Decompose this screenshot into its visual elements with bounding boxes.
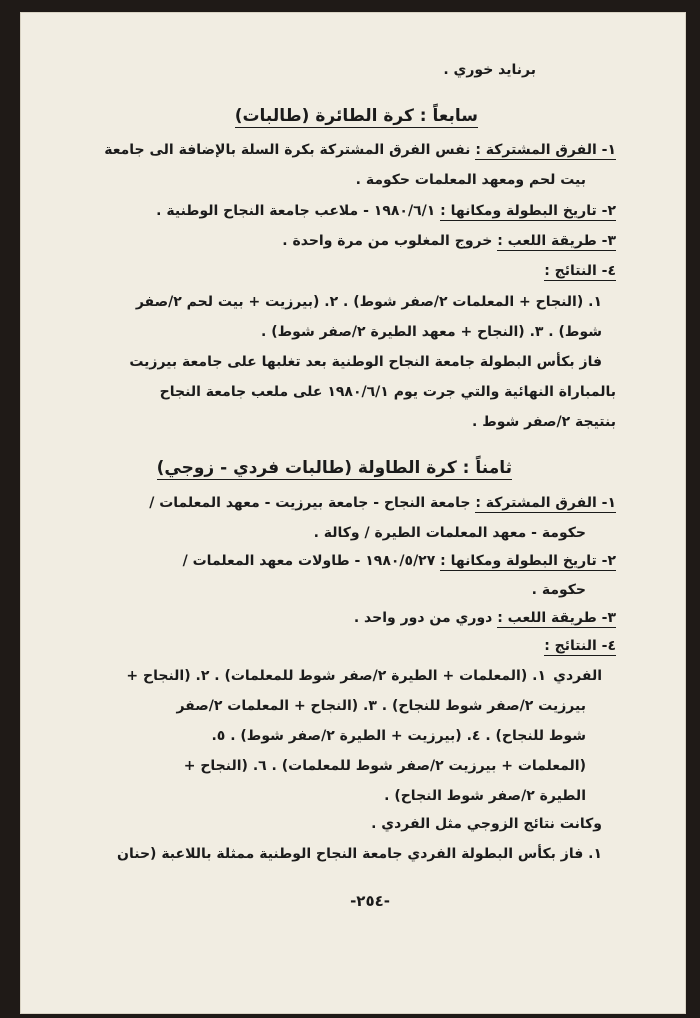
section8-title xyxy=(157,458,512,478)
sec8-date-label: ٢- تاريخ البطولة ومكانها : xyxy=(440,553,616,569)
sec8-teams-line xyxy=(149,495,616,511)
section8-title-text: ثامناً : كرة الطاولة (طالبات فردي - زوجي) xyxy=(156,458,512,478)
singles-5: الطيرة ٢/صفر شوط النجاح) . xyxy=(384,788,586,804)
singles-2: بيرزيت ٢/صفر شوط للنجاح) . ٣. (النجاح + المعلمات ٢/صفر xyxy=(176,698,586,714)
sec7-date-label: ٢- تاريخ البطولة ومكانها : xyxy=(440,203,616,219)
sec7-results-label: ٤- النتائج : xyxy=(544,263,616,279)
sec7-teams-line xyxy=(104,142,616,158)
singles-3: شوط للنجاح) . ٤. (بيرزيت + الطيرة ٢/صفر شوط) . ٥. xyxy=(211,728,586,744)
singles-1: ١. (المعلمات + الطيرة ٢/صفر شوط للمعلمات) . ٢. (النجاح + xyxy=(126,668,546,684)
sec7-method-text: خروج المغلوب من مرة واحدة . xyxy=(282,233,493,249)
sec7-teams-line2: بيت لحم ومعهد المعلمات حكومة . xyxy=(355,172,586,188)
sec7-summary-3: بنتيجة ٢/صفر شوط . xyxy=(472,414,616,430)
singles-label: الفردي xyxy=(553,668,602,684)
document-page xyxy=(20,12,686,1014)
doubles-note: وكانت نتائج الزوجي مثل الفردي . xyxy=(371,816,602,832)
sec8-method-text: دوري من دور واحد . xyxy=(353,610,493,626)
sec8-method-line xyxy=(354,610,616,626)
sec7-summary-1: فاز بكأس البطولة جامعة النجاح الوطنية بعد تغلبها على جامعة بيرزيت xyxy=(129,354,602,370)
winner-line: ١. فاز بكأس البطولة الفردي جامعة النجاح الوطنية ممثلة باللاعبة (حنان xyxy=(117,846,602,862)
sec8-teams-text: جامعة النجاح - جامعة بيرزيت - معهد المعلمات / xyxy=(149,495,471,511)
sec7-date-line xyxy=(156,203,616,219)
sec7-date-text: ١٩٨٠/٦/١ - ملاعب جامعة النجاح الوطنية . xyxy=(156,203,436,219)
sec7-summary-2: بالمباراة النهائية والتي جرت يوم ١٩٨٠/٦/١ على ملعب جامعة النجاح xyxy=(159,384,616,400)
sec8-date-text: ١٩٨٠/٥/٢٧ - طاولات معهد المعلمات / xyxy=(182,553,436,569)
sec8-method-label: ٣- طريقة اللعب : xyxy=(497,610,616,626)
section7-title-text: سابعاً : كرة الطائرة (طالبات) xyxy=(234,106,478,126)
sec7-teams-label: ١- الفرق المشتركة : xyxy=(475,142,616,158)
sec7-results-1: ١. (النجاح + المعلمات ٢/صفر شوط) . ٢. (بيرزيت + بيت لحم ٢/صفر xyxy=(135,294,602,310)
page-number: -٢٥٤- xyxy=(350,892,390,910)
sec7-method-line xyxy=(282,233,616,249)
singles-4: (المعلمات + بيرزيت ٢/صفر شوط للمعلمات) . ٦. (النجاح + xyxy=(183,758,586,774)
sec7-results-line xyxy=(544,263,616,279)
section7-title xyxy=(235,106,478,126)
sec7-teams-text: نفس الفرق المشتركة بكرة السلة بالإضافة الى جامعة xyxy=(104,142,471,158)
sec8-date-line2: حكومة . xyxy=(531,582,586,598)
sec8-date-line xyxy=(183,553,616,569)
header-name: برنايد خوري . xyxy=(443,62,536,78)
sec8-teams-label: ١- الفرق المشتركة : xyxy=(475,495,616,511)
sec7-results-2: شوط) . ٣. (النجاح + معهد الطيرة ٢/صفر شوط) . xyxy=(261,324,602,340)
sec8-results-line xyxy=(544,638,616,654)
sec8-teams-line2: حكومة - معهد المعلمات الطيرة / وكالة . xyxy=(313,525,586,541)
sec7-method-label: ٣- طريقة اللعب : xyxy=(497,233,616,249)
sec8-results-label: ٤- النتائج : xyxy=(544,638,616,654)
